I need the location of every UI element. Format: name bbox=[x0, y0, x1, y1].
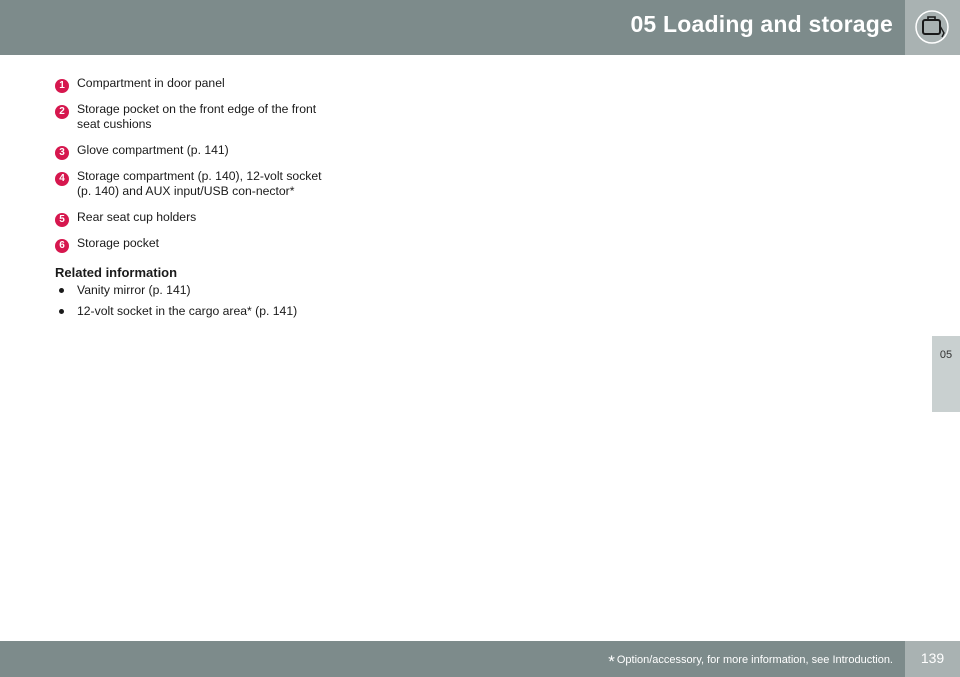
bullet-icon bbox=[59, 309, 64, 314]
list-item bbox=[55, 169, 325, 199]
related-link-text: 12-volt socket in the cargo area* (p. 141) bbox=[77, 304, 298, 318]
item-text: Compartment in door panel bbox=[77, 76, 225, 90]
page-footer bbox=[0, 641, 905, 677]
item-number-marker: 6 bbox=[55, 239, 69, 253]
footer-note bbox=[608, 652, 893, 672]
page-number-box bbox=[905, 641, 960, 677]
related-link-12-volt-socket[interactable] bbox=[55, 304, 325, 319]
item-number-marker: 2 bbox=[55, 105, 69, 119]
footnote-star: * bbox=[608, 652, 615, 671]
chapter-side-tab[interactable] bbox=[932, 336, 960, 412]
side-tab-label: 05 bbox=[939, 349, 953, 361]
list-item bbox=[55, 102, 325, 132]
item-number-marker: 4 bbox=[55, 172, 69, 186]
suitcase-icon bbox=[915, 9, 949, 45]
page-content bbox=[55, 76, 325, 325]
list-item bbox=[55, 143, 325, 158]
related-information-heading: Related information bbox=[55, 265, 178, 280]
chapter-icon-box bbox=[905, 0, 960, 55]
item-number-marker: 1 bbox=[55, 79, 69, 93]
list-item bbox=[55, 210, 325, 225]
item-text: Rear seat cup holders bbox=[77, 210, 197, 224]
bullet-icon bbox=[59, 288, 64, 293]
page-header bbox=[0, 0, 905, 55]
footnote-text: Option/accessory, for more information, see Introduction. bbox=[616, 654, 893, 666]
page-number: 139 bbox=[920, 650, 945, 666]
item-text: Storage compartment (p. 140), 12-volt socket (p. 140) and AUX input/USB con-nector* bbox=[77, 169, 322, 198]
item-number-marker: 5 bbox=[55, 213, 69, 227]
item-number-marker: 3 bbox=[55, 146, 69, 160]
chapter-title: 05 Loading and storage bbox=[630, 11, 893, 37]
list-item bbox=[55, 76, 325, 91]
related-link-text: Vanity mirror (p. 141) bbox=[77, 283, 191, 297]
item-text: Storage pocket on the front edge of the front seat cushions bbox=[77, 102, 317, 131]
item-text: Glove compartment (p. 141) bbox=[77, 143, 229, 157]
related-link-vanity-mirror[interactable] bbox=[55, 283, 325, 298]
list-item bbox=[55, 236, 325, 251]
item-text: Storage pocket bbox=[77, 236, 159, 250]
